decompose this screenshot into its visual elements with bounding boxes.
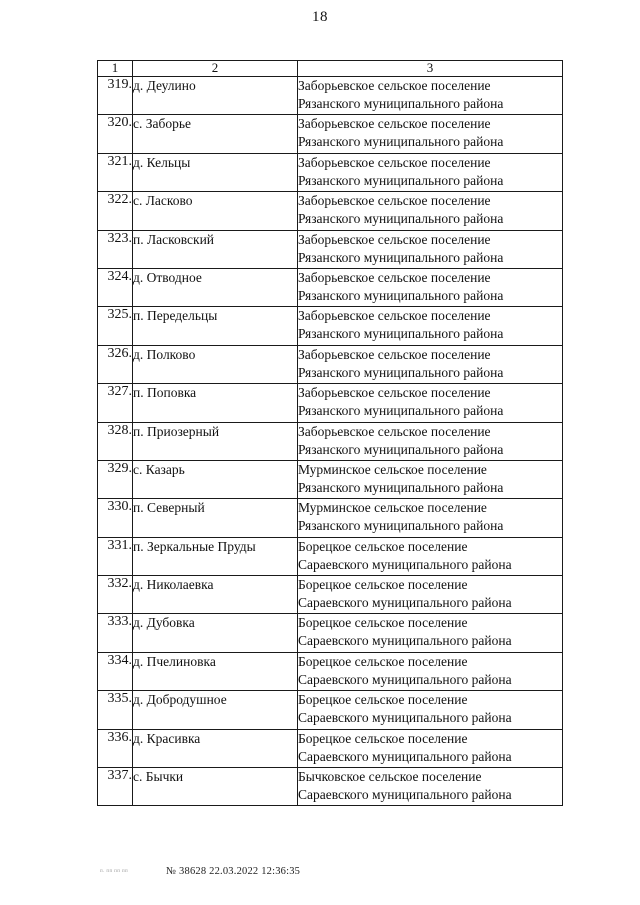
municipal-district-name: Сараевского муниципального района bbox=[298, 787, 512, 803]
settlement-name: д. Пчелиновка bbox=[133, 652, 298, 690]
page-number: 18 bbox=[312, 9, 328, 25]
faint-stamp: п. пп пп пп bbox=[100, 869, 129, 874]
row-number: 327. bbox=[98, 384, 133, 422]
municipal-district-name: Сараевского муниципального района bbox=[298, 556, 512, 572]
municipal-district-name: Рязанского муниципального района bbox=[298, 287, 504, 303]
row-number: 337. bbox=[98, 768, 133, 806]
row-number: 321. bbox=[98, 153, 133, 191]
table-row bbox=[98, 729, 563, 767]
municipality-cell bbox=[298, 384, 563, 422]
municipality-cell bbox=[298, 345, 563, 383]
municipality-cell bbox=[298, 422, 563, 460]
row-number: 324. bbox=[98, 268, 133, 306]
row-number: 329. bbox=[98, 460, 133, 498]
municipal-district-name: Рязанского муниципального района bbox=[298, 518, 504, 534]
column-header-municipality: 3 bbox=[298, 61, 563, 77]
municipality-cell bbox=[298, 460, 563, 498]
registration-stamp: № 38628 22.03.2022 12:36:35 bbox=[166, 866, 301, 877]
table-row bbox=[98, 614, 563, 652]
municipal-district-name: Сараевского муниципального района bbox=[298, 748, 512, 764]
settlement-name: с. Казарь bbox=[133, 460, 298, 498]
rural-settlement-name: Заборьевское сельское поселение bbox=[298, 116, 491, 132]
settlement-name: д. Полково bbox=[133, 345, 298, 383]
table-header-row bbox=[98, 61, 563, 77]
row-number: 335. bbox=[98, 691, 133, 729]
row-number: 322. bbox=[98, 192, 133, 230]
rural-settlement-name: Заборьевское сельское поселение bbox=[298, 385, 491, 401]
row-number: 336. bbox=[98, 729, 133, 767]
table-row bbox=[98, 345, 563, 383]
rural-settlement-name: Заборьевское сельское поселение bbox=[298, 154, 491, 170]
municipality-cell bbox=[298, 652, 563, 690]
table-row bbox=[98, 460, 563, 498]
row-number: 330. bbox=[98, 499, 133, 537]
table-row bbox=[98, 115, 563, 153]
municipality-cell bbox=[298, 499, 563, 537]
table-row bbox=[98, 691, 563, 729]
rural-settlement-name: Заборьевское сельское поселение bbox=[298, 423, 491, 439]
rural-settlement-name: Борецкое сельское поселение bbox=[298, 538, 468, 554]
table-row bbox=[98, 422, 563, 460]
municipal-district-name: Рязанского муниципального района bbox=[298, 326, 504, 342]
settlement-name: п. Ласковский bbox=[133, 230, 298, 268]
settlement-name: п. Северный bbox=[133, 499, 298, 537]
settlement-name: д. Николаевка bbox=[133, 576, 298, 614]
table-row bbox=[98, 230, 563, 268]
rural-settlement-name: Заборьевское сельское поселение bbox=[298, 231, 491, 247]
municipality-cell bbox=[298, 691, 563, 729]
municipality-cell bbox=[298, 230, 563, 268]
rural-settlement-name: Заборьевское сельское поселение bbox=[298, 193, 491, 209]
table-row bbox=[98, 192, 563, 230]
rural-settlement-name: Заборьевское сельское поселение bbox=[298, 308, 491, 324]
table-row bbox=[98, 268, 563, 306]
municipality-cell bbox=[298, 614, 563, 652]
rural-settlement-name: Заборьевское сельское поселение bbox=[298, 78, 491, 93]
settlement-name: п. Передельцы bbox=[133, 307, 298, 345]
column-header-settlement: 2 bbox=[133, 61, 298, 77]
row-number: 319. bbox=[98, 77, 133, 115]
settlements-table bbox=[97, 60, 563, 806]
table-row bbox=[98, 537, 563, 575]
municipality-cell bbox=[298, 77, 563, 115]
column-header-number: 1 bbox=[98, 61, 133, 77]
table-row bbox=[98, 77, 563, 115]
municipality-cell bbox=[298, 268, 563, 306]
rural-settlement-name: Мурминское сельское поселение bbox=[298, 461, 487, 477]
table-row bbox=[98, 384, 563, 422]
rural-settlement-name: Заборьевское сельское поселение bbox=[298, 346, 491, 362]
settlement-name: д. Отводное bbox=[133, 268, 298, 306]
rural-settlement-name: Борецкое сельское поселение bbox=[298, 653, 468, 669]
municipality-cell bbox=[298, 115, 563, 153]
table-row bbox=[98, 307, 563, 345]
settlement-name: с. Ласково bbox=[133, 192, 298, 230]
rural-settlement-name: Борецкое сельское поселение bbox=[298, 577, 468, 593]
settlement-name: п. Приозерный bbox=[133, 422, 298, 460]
row-number: 332. bbox=[98, 576, 133, 614]
rural-settlement-name: Заборьевское сельское поселение bbox=[298, 269, 491, 285]
municipality-cell bbox=[298, 192, 563, 230]
table-row bbox=[98, 768, 563, 806]
municipal-district-name: Сараевского муниципального района bbox=[298, 595, 512, 611]
table-row bbox=[98, 652, 563, 690]
row-number: 325. bbox=[98, 307, 133, 345]
municipal-district-name: Рязанского муниципального района bbox=[298, 172, 504, 188]
municipal-district-name: Рязанского муниципального района bbox=[298, 479, 504, 495]
municipality-cell bbox=[298, 153, 563, 191]
municipality-cell bbox=[298, 768, 563, 806]
settlement-name: д. Красивка bbox=[133, 729, 298, 767]
row-number: 328. bbox=[98, 422, 133, 460]
settlement-name: п. Зеркальные Пруды bbox=[133, 537, 298, 575]
rural-settlement-name: Мурминское сельское поселение bbox=[298, 500, 487, 516]
row-number: 333. bbox=[98, 614, 133, 652]
table-row bbox=[98, 499, 563, 537]
municipality-cell bbox=[298, 576, 563, 614]
municipal-district-name: Рязанского муниципального района bbox=[298, 249, 504, 265]
settlement-name: д. Деулино bbox=[133, 77, 298, 115]
municipal-district-name: Сараевского муниципального района bbox=[298, 633, 512, 649]
settlement-name: п. Поповка bbox=[133, 384, 298, 422]
municipality-cell bbox=[298, 729, 563, 767]
settlement-name: с. Бычки bbox=[133, 768, 298, 806]
table-row bbox=[98, 576, 563, 614]
settlement-name: д. Добродушное bbox=[133, 691, 298, 729]
row-number: 320. bbox=[98, 115, 133, 153]
municipal-district-name: Рязанского муниципального района bbox=[298, 403, 504, 419]
rural-settlement-name: Борецкое сельское поселение bbox=[298, 692, 468, 708]
settlement-name: д. Дубовка bbox=[133, 614, 298, 652]
settlement-name: д. Кельцы bbox=[133, 153, 298, 191]
municipal-district-name: Рязанского муниципального района bbox=[298, 96, 504, 111]
row-number: 323. bbox=[98, 230, 133, 268]
municipal-district-name: Рязанского муниципального района bbox=[298, 134, 504, 150]
municipality-cell bbox=[298, 307, 563, 345]
row-number: 331. bbox=[98, 537, 133, 575]
municipal-district-name: Рязанского муниципального района bbox=[298, 441, 504, 457]
row-number: 326. bbox=[98, 345, 133, 383]
rural-settlement-name: Борецкое сельское поселение bbox=[298, 615, 468, 631]
settlement-name: с. Заборье bbox=[133, 115, 298, 153]
table-body bbox=[98, 77, 563, 806]
municipality-cell bbox=[298, 537, 563, 575]
municipal-district-name: Сараевского муниципального района bbox=[298, 710, 512, 726]
rural-settlement-name: Бычковское сельское поселение bbox=[298, 769, 482, 785]
rural-settlement-name: Борецкое сельское поселение bbox=[298, 730, 468, 746]
municipal-district-name: Рязанского муниципального района bbox=[298, 211, 504, 227]
table-row bbox=[98, 153, 563, 191]
municipal-district-name: Рязанского муниципального района bbox=[298, 364, 504, 380]
municipal-district-name: Сараевского муниципального района bbox=[298, 671, 512, 687]
row-number: 334. bbox=[98, 652, 133, 690]
